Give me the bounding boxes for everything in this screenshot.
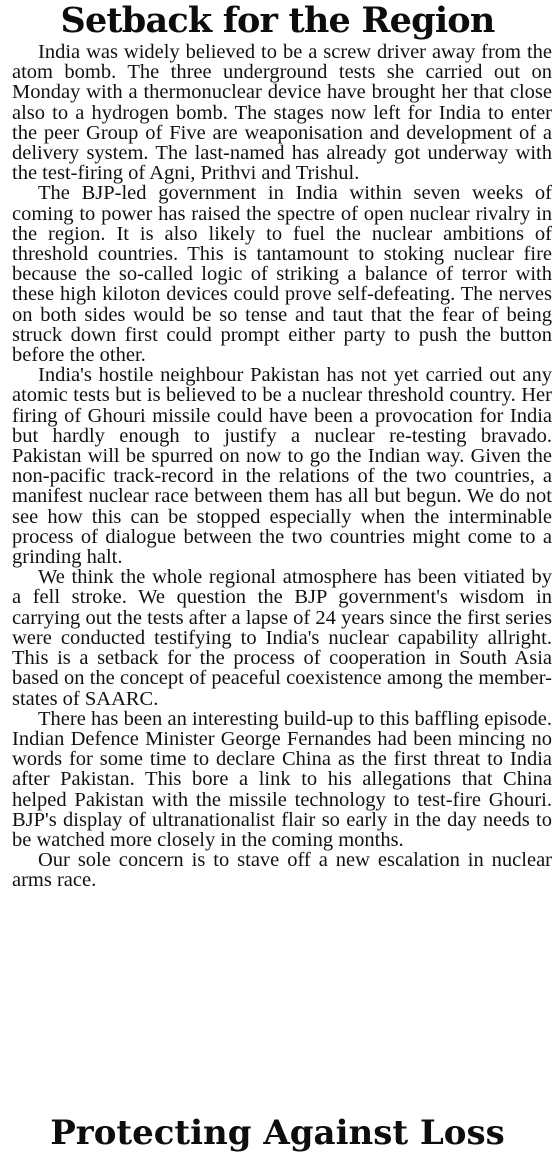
article-paragraph-6: Our sole concern is to stave off a new escalation in nuclear arms race. <box>12 849 552 892</box>
article-paragraph-4: We think the whole regional atmosphere has been vitiated by a fell stroke. We question the BJP government's wisdom in carrying out the tests after a lapse of 24 years since the first series were conducted testifying to India's nuclear capability allright. This is a setback for the process of cooperation in South Asia based on the concept of peaceful coexistence among the member-states of SAARC. <box>12 566 552 710</box>
article-paragraph-3: India's hostile neighbour Pakistan has not yet carried out any atomic tests but is believed to be a nuclear threshold country. Her firing of Ghouri missile could have been a provocation for India but hardly enough to justify a nuclear re-testing bravado. Pakistan will be spurred on now to go the Indian way. Given the non-pacific track-record in the relations of the two countries, a manifest nuclear race between them has all but begun. We do not see how this can be stopped especially when the interminable process of dialogue between the two countries might come to a grinding halt. <box>12 364 552 569</box>
next-article-headline-cut: Protecting Against Loss <box>50 1113 505 1153</box>
article-paragraph-5: There has been an interesting build-up to this baffling episode. Indian Defence Minister George Fernandes had been mincing no words for some time to declare China as the first threat to India after Pakistan. This bore a link to his allegations that China helped Pakistan with the missile technology to test-fire Ghouri. BJP's display of ultranationalist flair so early in the day needs to be watched more closely in the coming months. <box>12 707 552 851</box>
article-paragraph-1: India was widely believed to be a screw driver away from the atom bomb. The three underground tests she carried out on Monday with a thermonuclear device have brought her that close also to a hydrogen bomb. The stages now left for India to enter the peer Group of Five are weaponisation and development of a delivery system. The last-named has already got underway with the test-firing of Agni, Prithvi and Trishul. <box>12 41 552 185</box>
article-body <box>12 42 552 891</box>
article-headline: Setback for the Region <box>60 0 495 41</box>
article-paragraph-2: The BJP-led government in India within seven weeks of coming to power has raised the spectre of open nuclear rivalry in the region. It is also likely to fuel the nuclear ambitions of threshold countries. This is tantamount to stoking nuclear fire because the so-called logic of striking a balance of terror with these high kiloton devices could prove self-defeating. The nerves on both sides would be so tense and taut that the fear of being struck down first could prompt either party to push the button before the other. <box>12 182 552 367</box>
